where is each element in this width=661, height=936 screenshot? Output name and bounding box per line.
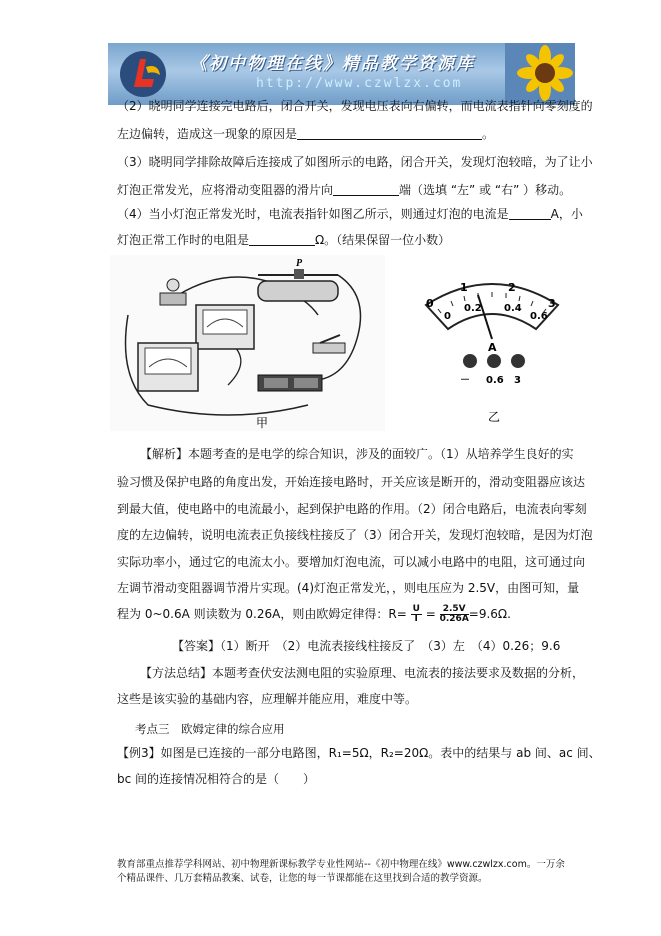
ammeter-dial xyxy=(426,281,558,424)
terminal-minus: － xyxy=(460,375,470,386)
frac-i: I xyxy=(414,614,418,624)
question-2-line-2 xyxy=(117,120,494,148)
section-title: 考点三 欧姆定律的综合应用 xyxy=(135,722,285,736)
analysis-line-1: 【解析】本题考查的是电学的综合知识，涉及的面较广。（1）从培养学生良好的实 xyxy=(140,447,574,461)
circuit-figure xyxy=(108,255,578,431)
summary-line-1: 【方法总结】本题考查伏安法测电阻的实验原理、电流表的接法要求及数据的分析， xyxy=(140,666,585,680)
dial-bottom-0: 0 xyxy=(444,311,451,322)
circuit-photo xyxy=(110,255,385,431)
analysis-line-4: 度的左边偏转，说明电流表正负接线柱接反了（3）闭合开关，发现灯泡较暗，是因为灯泡 xyxy=(117,528,593,542)
frac-voltage: 2.5V xyxy=(440,605,469,615)
dial-top-2: 2 xyxy=(508,281,516,294)
question-4-text: （4）当小灯泡正常发光时，电流表指针如图乙所示，则通过灯泡的电流是 xyxy=(117,207,509,221)
answer-blank[interactable] xyxy=(333,181,399,196)
terminal-0-6: 0.6 xyxy=(486,375,504,386)
question-2-end: 。 xyxy=(482,127,495,141)
dial-bottom-3: 0.6 xyxy=(530,311,548,322)
question-4-text-2: A，小 xyxy=(550,207,583,221)
formula-values xyxy=(440,605,469,624)
footer-line-1: 教育部重点推荐学科网站、初中物理新课标教学专业性网站--《初中物理在线》www.czwlzx.com。一万余 xyxy=(117,859,565,870)
frac-u: U xyxy=(412,604,420,614)
dial-unit: A xyxy=(488,341,497,354)
figure-label-right: 乙 xyxy=(488,410,501,424)
question-2-line-1: （2）晓明同学连接完电路后，闭合开关，发现电压表向右偏转，而电流表指针向零刻度的 xyxy=(117,99,593,113)
figure-label-left: 甲 xyxy=(256,416,269,430)
summary-line-2: 这些是该实验的基础内容，应理解并能应用，难度中等。 xyxy=(117,692,418,706)
formula-result: =9.6Ω. xyxy=(468,607,511,621)
question-4-line-1 xyxy=(117,200,583,228)
frac-current: 0.26A xyxy=(439,614,469,624)
dial-top-0: 0 xyxy=(426,297,434,310)
analysis-formula-text: 程为 0~0.6A 则读数为 0.26A，则由欧姆定律得：R= xyxy=(117,607,407,621)
banner-url[interactable]: http://www.czwlzx.com xyxy=(256,76,463,91)
dial-bottom-1: 0.2 xyxy=(464,303,482,314)
question-2-text: 左边偏转，造成这一现象的原因是 xyxy=(117,127,298,141)
example-line-1: 【例3】如图是已连接的一部分电路图，R₁=5Ω，R₂=20Ω。表中的结果与 ab 间、ac 间、 xyxy=(117,746,601,760)
banner-title: 《初中物理在线》精品教学资源库 xyxy=(190,54,475,74)
dial-top-1: 1 xyxy=(460,281,468,294)
question-4-text-4: Ω。（结果保留一位小数） xyxy=(315,233,451,247)
answer-line: 【答案】（1）断开 （2）电流表接线柱接反了 （3）左 （4）0.26；9.6 xyxy=(172,639,561,653)
answer-blank[interactable] xyxy=(509,205,551,220)
footer-line-2: 个精品课件、几万套精品教案、试卷，让您的每一节课都能在这里找到合适的教学资源。 xyxy=(117,873,488,884)
answer-blank[interactable] xyxy=(297,125,482,140)
answer-blank[interactable] xyxy=(249,231,315,246)
question-3-text: 灯泡正常发光，应将滑动变阻器的滑片向 xyxy=(117,183,334,197)
analysis-line-5: 实际功率小，通过它的电流太小。要增加灯泡电流，可以减小电路中的电阻，这可通过向 xyxy=(117,555,586,569)
analysis-line-7 xyxy=(117,600,511,628)
slider-label: P xyxy=(296,258,303,269)
question-3-text-end: 端（选填 “左” 或 “右” ）移动。 xyxy=(399,183,572,197)
example-line-2: bc 间的连接情况相符合的是（ ） xyxy=(117,772,316,786)
question-4-text-3: 灯泡正常工作时的电阻是 xyxy=(117,233,250,247)
question-4-line-2 xyxy=(117,226,450,254)
analysis-line-6: 左调节滑动变阻器调节滑片实现。(4)灯泡正常发光，，则电压应为 2.5V，由图可知，量 xyxy=(117,581,580,595)
dial-top-3: 3 xyxy=(548,297,556,310)
question-3-line-1: （3）晓明同学排除故障后连接成了如图所示的电路，闭合开关，发现灯泡较暗，为了让小 xyxy=(117,155,593,169)
analysis-line-2: 验习惯及保护电路的角度出发，开始连接电路时，开关应该是断开的，滑动变阻器应该达 xyxy=(117,475,586,489)
analysis-line-3: 到最大值，使电路中的电流最小，起到保护电路的作用。（2）闭合电路后，电流表向零刻 xyxy=(117,502,587,516)
page-footer xyxy=(117,858,565,886)
dial-bottom-2: 0.4 xyxy=(504,303,522,314)
formula-equals: = xyxy=(425,607,436,621)
terminal-3: 3 xyxy=(514,375,521,386)
formula-u-over-i xyxy=(411,605,422,624)
